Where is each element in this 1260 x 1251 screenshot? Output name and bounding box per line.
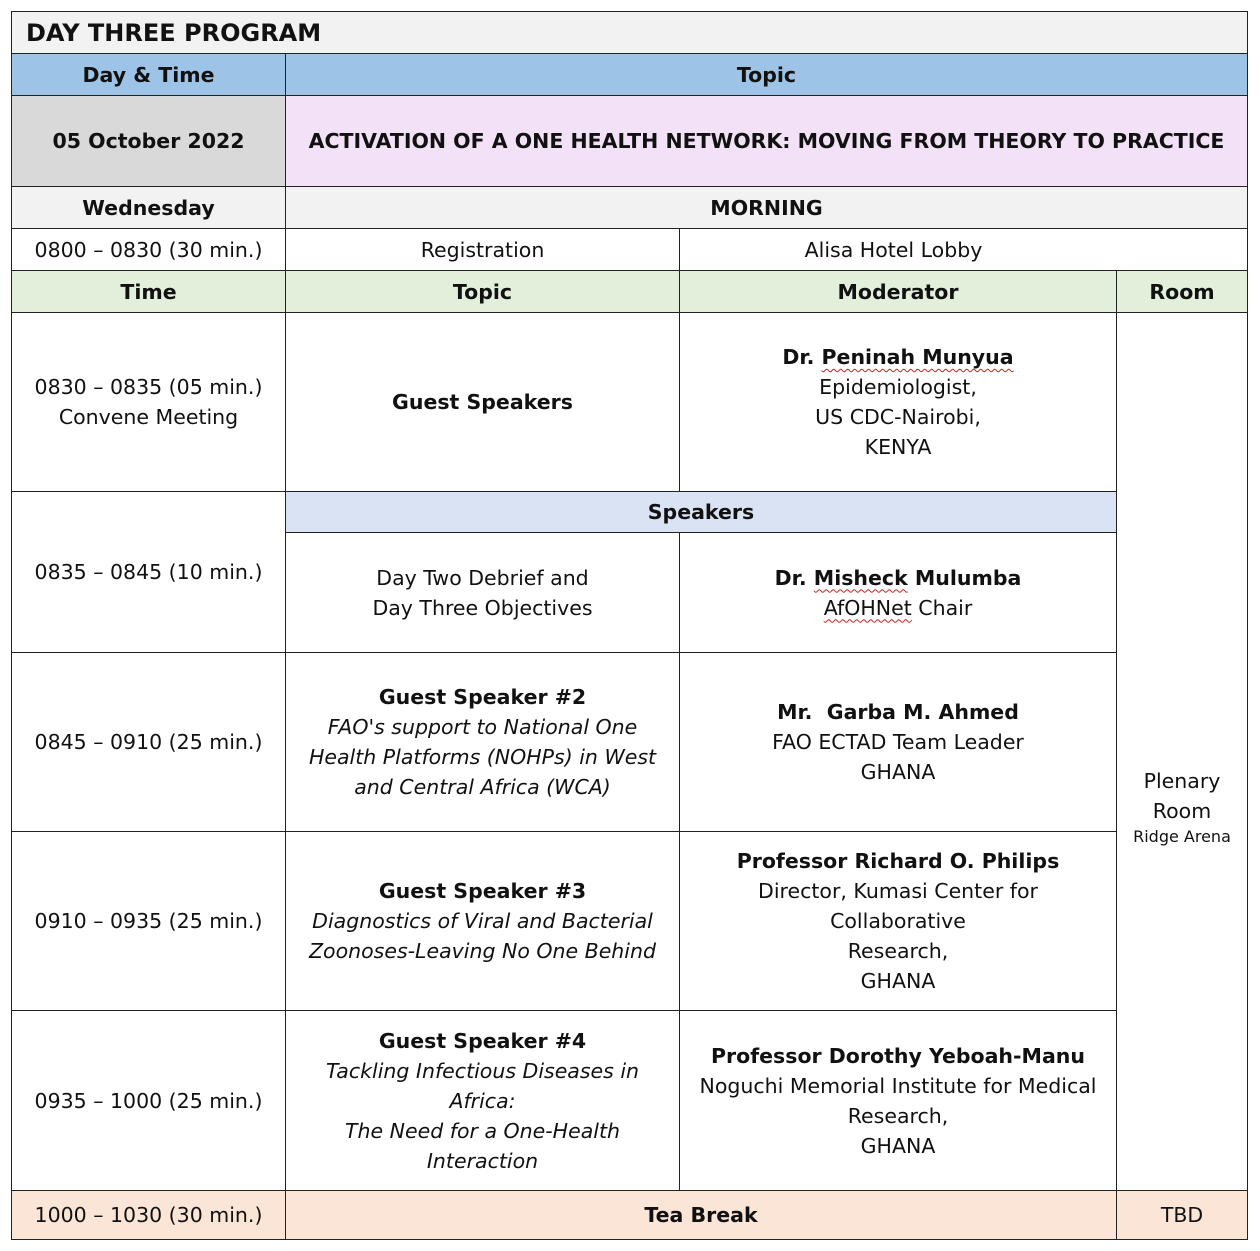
row-4-moderator-line-3: GHANA bbox=[860, 969, 936, 993]
row-5-moderator-line-3: GHANA bbox=[860, 1133, 936, 1158]
row-3-moderator-line-1: FAO ECTAD Team Leader bbox=[772, 730, 1024, 754]
registration-activity: Registration bbox=[285, 228, 680, 271]
row-4-topic-line-1: Diagnostics of Viral and Bacterial bbox=[312, 909, 653, 933]
header-topic: Topic bbox=[285, 53, 1248, 96]
row-5-topic-line-3: Interaction bbox=[426, 1148, 539, 1173]
row-3-topic-title: Guest Speaker #2 bbox=[378, 685, 587, 709]
row-3-moderator-name: Mr. Garba M. Ahmed bbox=[777, 700, 1019, 724]
row-5-moderator bbox=[679, 1010, 1117, 1191]
row-4-moderator-line-2: Research, bbox=[847, 939, 949, 963]
row-5-topic bbox=[285, 1010, 680, 1191]
row-5-time: 0935 – 1000 (25 min.) bbox=[11, 1010, 286, 1191]
row-1-topic: Guest Speakers bbox=[285, 312, 680, 492]
row-5-moderator-line-1: Noguchi Memorial Institute for Medical bbox=[699, 1073, 1097, 1098]
event-theme: ACTIVATION OF A ONE HEALTH NETWORK: MOVING FROM THEORY TO PRACTICE bbox=[285, 95, 1248, 187]
row-5-topic-line-1: Tackling Infectious Diseases in Africa: bbox=[325, 1058, 640, 1113]
room-cell bbox=[1116, 312, 1248, 1191]
program-title: DAY THREE PROGRAM bbox=[11, 11, 1248, 54]
day-name: Wednesday bbox=[11, 186, 286, 229]
col-header-room: Room bbox=[1116, 270, 1248, 313]
row-4-moderator bbox=[679, 831, 1117, 1011]
row-1-time bbox=[11, 312, 286, 492]
row-3-topic-line-3: and Central Africa (WCA) bbox=[354, 775, 611, 799]
row-1-moderator-line-3: KENYA bbox=[864, 435, 932, 459]
row-2-topic bbox=[285, 532, 680, 653]
tea-break-room: TBD bbox=[1116, 1190, 1248, 1240]
row-4-time: 0910 – 0935 (25 min.) bbox=[11, 831, 286, 1011]
row-5-topic-line-2: The Need for a One-Health bbox=[345, 1118, 620, 1143]
row-3-topic-line-1: FAO's support to National One bbox=[327, 715, 638, 739]
row-2-topic-line-1: Day Two Debrief and bbox=[376, 565, 589, 590]
row-5-topic-title: Guest Speaker #4 bbox=[378, 1028, 587, 1053]
header-day-time: Day & Time bbox=[11, 53, 286, 96]
row-4-moderator-name: Professor Richard O. Philips bbox=[736, 849, 1060, 873]
row-1-time-note: Convene Meeting bbox=[58, 405, 239, 429]
row-2-time: 0835 – 0845 (10 min.) bbox=[11, 491, 286, 653]
row-1-moderator-line-1: Epidemiologist, bbox=[819, 375, 977, 399]
col-header-time: Time bbox=[11, 270, 286, 313]
row-4-topic-title: Guest Speaker #3 bbox=[378, 879, 587, 903]
event-date: 05 October 2022 bbox=[11, 95, 286, 187]
row-1-moderator bbox=[679, 312, 1117, 492]
speakers-label: Speakers bbox=[285, 491, 1117, 533]
tea-break-time: 1000 – 1030 (30 min.) bbox=[11, 1190, 286, 1240]
row-1-moderator-name: Dr. Peninah Munyua bbox=[782, 345, 1014, 369]
col-header-topic: Topic bbox=[285, 270, 680, 313]
room-line-1: Plenary bbox=[1143, 768, 1221, 793]
row-5-moderator-line-2: Research, bbox=[847, 1103, 949, 1128]
row-3-moderator-line-2: GHANA bbox=[860, 760, 936, 784]
session-name: MORNING bbox=[285, 186, 1248, 229]
row-3-topic bbox=[285, 652, 680, 832]
row-4-topic-line-2: Zoonoses-Leaving No One Behind bbox=[309, 939, 656, 963]
row-3-topic-line-2: Health Platforms (NOHPs) in West bbox=[308, 745, 657, 769]
row-2-topic-line-2: Day Three Objectives bbox=[372, 595, 593, 620]
row-3-moderator bbox=[679, 652, 1117, 832]
row-2-moderator bbox=[679, 532, 1117, 653]
room-line-2: Room bbox=[1152, 798, 1212, 823]
room-sub: Ridge Arena bbox=[1133, 826, 1231, 846]
row-1-moderator-line-2: US CDC-Nairobi, bbox=[815, 405, 981, 429]
program-table bbox=[11, 11, 1248, 1240]
row-4-topic bbox=[285, 831, 680, 1011]
row-2-moderator-line-1: AfOHNet Chair bbox=[823, 595, 973, 620]
registration-location: Alisa Hotel Lobby bbox=[679, 228, 1248, 271]
row-2-moderator-name: Dr. Misheck Mulumba bbox=[774, 565, 1022, 590]
row-3-time: 0845 – 0910 (25 min.) bbox=[11, 652, 286, 832]
registration-time: 0800 – 0830 (30 min.) bbox=[11, 228, 286, 271]
row-5-moderator-name: Professor Dorothy Yeboah-Manu bbox=[711, 1043, 1085, 1068]
row-1-time-range: 0830 – 0835 (05 min.) bbox=[34, 375, 263, 399]
col-header-moderator: Moderator bbox=[679, 270, 1117, 313]
row-4-moderator-line-1: Director, Kumasi Center for Collaborative bbox=[758, 879, 1038, 933]
tea-break-label: Tea Break bbox=[285, 1190, 1117, 1240]
